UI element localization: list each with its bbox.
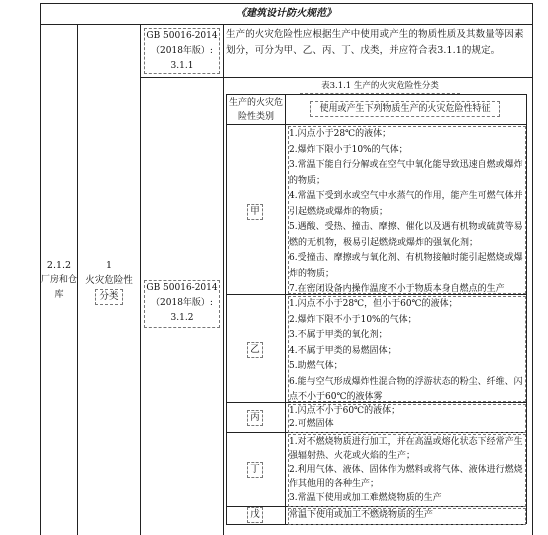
item-name-line1: 火灾危险性 bbox=[85, 275, 133, 286]
row-yi-items bbox=[288, 296, 526, 402]
col-divider-2 bbox=[140, 24, 141, 535]
ding-item-2: 2.利用气体、液体、固体作为燃料或将气体、液体进行燃烧作其他用的各种生产； bbox=[289, 465, 523, 489]
col-divider-3 bbox=[223, 24, 224, 535]
intro-paragraph: 生产的火灾危险性应根据生产中使用或产生的物质性质及其数量等因素划分，可分为甲、乙、丙、丁、戊类，并应符合表3.1.1的规定。 bbox=[226, 29, 524, 56]
reference-clause-1: 3.1.1 bbox=[170, 61, 194, 71]
reference-box-1 bbox=[144, 28, 220, 74]
row-bing-items bbox=[288, 404, 526, 433]
reference-box-2 bbox=[144, 280, 220, 328]
yi-item-2: 2.爆炸下限不小于10%的气体； bbox=[289, 314, 417, 325]
row-wu-items bbox=[288, 508, 526, 525]
yi-item-5: 5.助燃气体； bbox=[289, 361, 343, 371]
header-characteristics: 使用或产生下列物质生产的火灾危险性特征 bbox=[310, 101, 500, 117]
table-right bbox=[526, 94, 527, 524]
top-border bbox=[40, 3, 532, 4]
jia-item-5: 5.遇酸、受热、撞击、摩擦、催化以及遇有机物或硫黄等易燃的无机物，极易引起燃烧或爆炸的强氧化剂； bbox=[289, 222, 523, 248]
title-bottom-border bbox=[40, 24, 532, 25]
ref-divider bbox=[140, 77, 532, 78]
reference-year-1: （2018年版）: bbox=[151, 46, 213, 56]
jia-item-3: 3.常温下能自行分解或在空气中氧化能导致迅速自燃或爆炸的物质； bbox=[289, 160, 523, 186]
table-caption: 表3.1.1 生产的火灾危险性分类 bbox=[300, 80, 460, 94]
category-bing: 丙 bbox=[247, 410, 263, 426]
table-col-divider bbox=[285, 94, 286, 524]
category-wu: 戊 bbox=[247, 507, 263, 523]
reference-clause-2: 3.1.2 bbox=[170, 313, 194, 323]
table-top bbox=[226, 94, 526, 95]
table-left bbox=[226, 94, 227, 524]
reference-year-2: （2018年版）: bbox=[151, 298, 213, 308]
jia-item-7: 7.在密闭设备内操作温度不小于物质本身自燃点的生产 bbox=[289, 284, 505, 294]
jia-item-1: 1.闪点小于28℃的液体； bbox=[289, 129, 392, 139]
table-header-bottom bbox=[226, 124, 526, 125]
header-category: 生产的火灾危险性类别 bbox=[228, 98, 283, 122]
bing-item-1: 1.闪点不小于60℃的液体； bbox=[289, 406, 401, 416]
category-ding: 丁 bbox=[247, 462, 263, 478]
document-title: 《建筑设计防火规范》 bbox=[236, 8, 336, 19]
jia-item-4: 4.常温下受到水或空气中水蒸气的作用，能产生可燃气体并引起燃烧或爆炸的物质； bbox=[289, 191, 523, 217]
ding-item-3: 3.常温下使用或加工难燃烧物质的生产 bbox=[289, 493, 442, 503]
bing-item-2: 2.可燃固体 bbox=[289, 418, 334, 429]
jia-item-6: 6.受撞击、摩擦或与氧化剂、有机物接触时能引起燃烧或爆炸的物质； bbox=[289, 253, 523, 279]
yi-item-6: 6.能与空气形成爆炸性混合物的浮游状态的粉尘、纤维、闪点不小于60℃的液体雾 bbox=[289, 376, 523, 402]
jia-item-2: 2.爆炸下限小于10%的气体； bbox=[289, 144, 408, 155]
item-number: 1 bbox=[105, 260, 113, 271]
section-name: 厂房和仓库 bbox=[41, 275, 78, 300]
yi-item-1: 1.闪点不小于28℃，但小于60℃的液体； bbox=[289, 299, 458, 309]
category-yi: 乙 bbox=[247, 342, 263, 358]
yi-item-3: 3.不属于甲类的氧化剂； bbox=[289, 330, 388, 340]
ding-item-1: 1.对不燃烧物质进行加工，并在高温或熔化状态下经常产生强辐射热、火花或火焰的生产； bbox=[289, 437, 523, 461]
item-name-line2: 分类 bbox=[95, 289, 123, 305]
row-ding-items bbox=[288, 434, 526, 507]
row-jia-items bbox=[288, 126, 526, 294]
wu-item-1: 常温下使用或加工不燃烧物质的生产 bbox=[289, 510, 434, 520]
category-jia: 甲 bbox=[247, 204, 263, 220]
frame-right bbox=[532, 3, 533, 535]
reference-code-2: GB 50016-2014 bbox=[146, 283, 218, 293]
yi-item-4: 4.不属于甲类的易燃固体； bbox=[289, 345, 397, 356]
section-number: 2.1.2 bbox=[46, 260, 72, 271]
reference-code-1: GB 50016-2014 bbox=[146, 31, 218, 41]
